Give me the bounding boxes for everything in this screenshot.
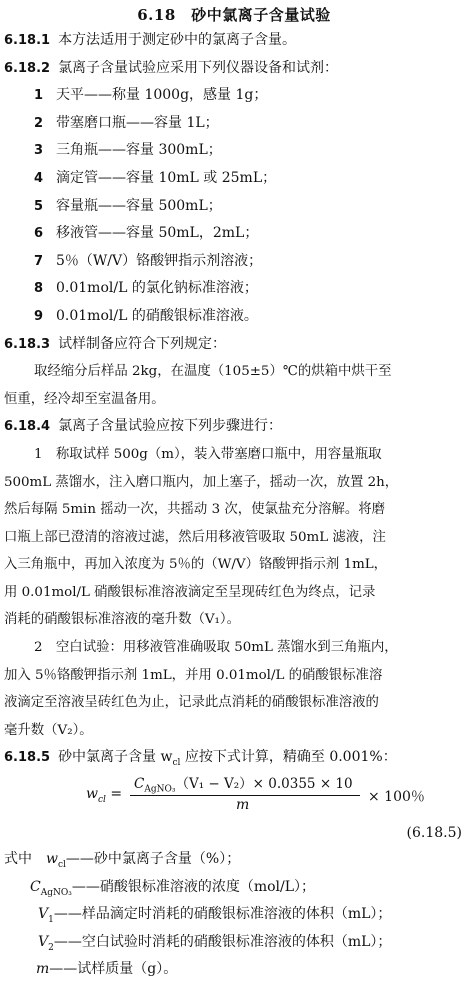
definition-item bbox=[0, 929, 468, 957]
definition-symbol: w bbox=[46, 851, 58, 868]
definition-prefix: 式中 bbox=[4, 851, 46, 868]
paragraph-line: 毫升数（V₂）。 bbox=[4, 722, 93, 738]
definition-subscript: AgNO₃ bbox=[40, 887, 72, 898]
document-page bbox=[0, 3, 468, 978]
formula-subscript: cl bbox=[97, 794, 106, 805]
paragraph-line: 恒重，经冷却至室温备用。 bbox=[4, 391, 165, 407]
clause-number: 6.18.5 bbox=[4, 750, 51, 766]
equation-number: (6.18.5) bbox=[406, 825, 462, 842]
equipment-list bbox=[0, 82, 468, 330]
item-number: 2 bbox=[34, 115, 44, 131]
equipment-item bbox=[0, 165, 468, 193]
clause-text-sub: cl bbox=[172, 758, 181, 769]
clause-text: 氯离子含量试验应按下列步骤进行： bbox=[58, 418, 283, 435]
paragraph-line: 液滴定至溶液呈砖红色为止，记录此点消耗的硝酸银标准溶液的 bbox=[4, 695, 379, 711]
definition-item bbox=[0, 901, 468, 929]
formula-numerator bbox=[134, 772, 353, 795]
item-number: 4 bbox=[34, 170, 44, 186]
formula-symbol: C bbox=[134, 776, 145, 793]
clause-text: 本方法适用于测定砂中的氯离子含量。 bbox=[58, 32, 297, 48]
item-text: 0.01mol/L 的氯化钠标准溶液； bbox=[56, 280, 258, 297]
definition-text: ——空白试验时消耗的硝酸银标准溶液的体积（mL）； bbox=[53, 933, 392, 950]
definition-text: ——试样质量（g）。 bbox=[49, 961, 178, 978]
chloride-formula bbox=[86, 772, 426, 820]
paragraph-line: 口瓶上部已澄清的溶液过滤，然后用移液管吸取 50mL 滤液，注 bbox=[4, 529, 386, 545]
item-text: 滴定管——容量 10mL 或 25mL； bbox=[56, 169, 277, 186]
definition-subscript: cl bbox=[57, 859, 66, 870]
definition-symbol: V bbox=[38, 933, 49, 950]
definition-item bbox=[0, 874, 468, 902]
item-text: 带塞磨口瓶——容量 1L； bbox=[56, 114, 219, 131]
clause-text bbox=[58, 749, 397, 769]
clause-text-part: 砂中氯离子含量 w bbox=[58, 749, 173, 766]
clause-text: 试样制备应符合下列规定： bbox=[58, 335, 227, 352]
paragraph-line: 入三角瓶中，再加入浓度为 5％的（W/V）铬酸钾指示剂 1mL， bbox=[4, 557, 388, 573]
paragraph-line: 2 空白试验：用移液管准确吸取 50mL 蒸馏水到三角瓶内， bbox=[34, 640, 398, 656]
clause-text: 氯离子含量试验应采用下列仪器设备和试剂： bbox=[58, 59, 339, 76]
paragraph-line: 加入 5％铬酸钾指示剂 1mL，并用 0.01mol/L 的硝酸银标准溶 bbox=[4, 667, 383, 683]
definition-item bbox=[0, 956, 468, 984]
item-number: 7 bbox=[34, 253, 44, 269]
formula-symbol: w bbox=[86, 786, 98, 803]
definition-text: ——硝酸银标准溶液的浓度（mol/L）； bbox=[71, 878, 316, 895]
formula-equals: = bbox=[105, 786, 123, 803]
equipment-item bbox=[0, 248, 468, 276]
item-number: 3 bbox=[34, 143, 44, 159]
definition-subscript: 2 bbox=[48, 942, 54, 953]
prep-paragraph bbox=[0, 358, 468, 413]
formula-denominator: m bbox=[236, 797, 250, 814]
item-number: 1 bbox=[34, 88, 44, 104]
definition-symbol: m bbox=[36, 961, 50, 978]
paragraph-line: 然后每隔 5min 摇动一次，共摇动 3 次，使氯盐充分溶解。将磨 bbox=[4, 502, 386, 518]
item-text: 三角瓶——容量 300mL； bbox=[56, 142, 222, 159]
clause-number: 6.18.2 bbox=[4, 60, 51, 76]
equipment-item bbox=[0, 193, 468, 221]
clause-6-18-1 bbox=[0, 27, 468, 55]
clause-6-18-3 bbox=[0, 331, 468, 359]
paragraph-line: 500mL 蒸馏水，注入磨口瓶内，加上塞子，摇动一次，放置 2h， bbox=[4, 474, 399, 490]
formula-subscript: AgNO₃ bbox=[144, 784, 176, 795]
clause-number: 6.18.1 bbox=[4, 33, 51, 48]
definition-subscript: 1 bbox=[48, 915, 54, 926]
equipment-item bbox=[0, 275, 468, 303]
equipment-item bbox=[0, 82, 468, 110]
equipment-item bbox=[0, 137, 468, 165]
formula-lhs bbox=[86, 786, 122, 805]
paragraph-line: 取经缩分后样品 2kg，在温度（105±5）℃的烘箱中烘干至 bbox=[34, 364, 392, 380]
clause-number: 6.18.4 bbox=[4, 419, 51, 435]
clause-number: 6.18.3 bbox=[4, 336, 51, 352]
item-text: 容量瓶——容量 500mL； bbox=[56, 197, 222, 214]
item-text: 移液管——容量 50mL，2mL； bbox=[56, 225, 259, 242]
item-text: 天平——称量 1000g，感量 1g； bbox=[56, 87, 268, 104]
clause-6-18-4 bbox=[0, 413, 468, 441]
definition-text: ——砂中氯离子含量（%）； bbox=[65, 851, 241, 868]
formula-tail: × 100％ bbox=[368, 789, 425, 806]
equipment-item bbox=[0, 110, 468, 138]
fraction-bar bbox=[130, 795, 360, 796]
equipment-item bbox=[0, 220, 468, 248]
paragraph-line: 1 称取试样 500g（m），装入带塞磨口瓶中，用容量瓶取 bbox=[34, 446, 382, 462]
item-text: 0.01mol/L 的硝酸银标准溶液。 bbox=[56, 307, 258, 324]
definition-symbol: V bbox=[38, 906, 49, 923]
item-number: 9 bbox=[34, 308, 44, 324]
symbol-definitions bbox=[0, 846, 468, 984]
definition-symbol: C bbox=[30, 878, 41, 895]
item-text: 5％（W/V）铬酸钾指示剂溶液； bbox=[56, 252, 263, 269]
formula-numerator-rest: （V₁ − V₂）× 0.0355 × 10 bbox=[175, 776, 353, 793]
item-number: 6 bbox=[34, 226, 44, 242]
paragraph-line: 用 0.01mol/L 硝酸银标准溶液滴定至呈现砖红色为终点，记录 bbox=[4, 584, 376, 600]
clause-6-18-2 bbox=[0, 55, 468, 83]
definition-item bbox=[0, 846, 468, 874]
section-title: 6.18 砂中氯离子含量试验 bbox=[137, 6, 331, 24]
paragraph-line: 消耗的硝酸银标准溶液的毫升数（V₁）。 bbox=[4, 612, 240, 628]
item-number: 8 bbox=[34, 281, 44, 297]
definition-text: ——样品滴定时消耗的硝酸银标准溶液的体积（mL）； bbox=[53, 906, 392, 923]
step2-paragraph bbox=[0, 634, 468, 744]
equipment-item bbox=[0, 303, 468, 331]
clause-text-part: 应按下式计算，精确至 0.001%： bbox=[180, 749, 397, 766]
clause-6-18-5 bbox=[0, 744, 468, 772]
item-number: 5 bbox=[34, 198, 44, 214]
step1-paragraph bbox=[0, 441, 468, 634]
